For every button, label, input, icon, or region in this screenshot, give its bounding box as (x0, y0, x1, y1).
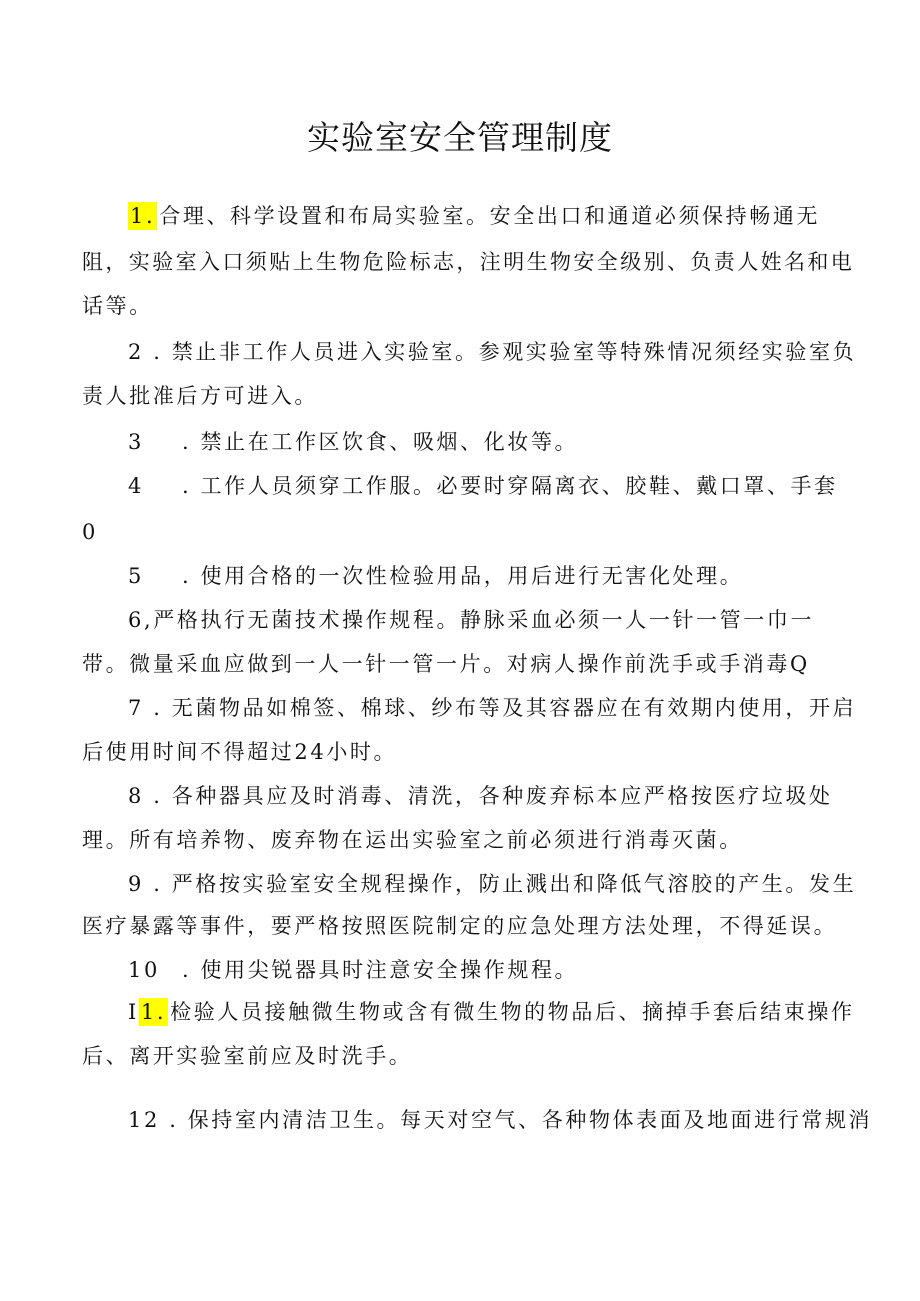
item-7-line-2 (82, 737, 397, 767)
item-8-line-2 (82, 825, 743, 855)
item-11-number: 1. (140, 1000, 167, 1024)
item-3-number: 3 (128, 430, 144, 454)
item-4-number: 4 (128, 474, 144, 498)
item-7-line-1 (128, 693, 856, 723)
item-1-text-2: 阻，实验室入口须贴上生物危险标志，注明生物安全级别、负责人姓名和电 (82, 250, 855, 274)
item-5-line-1 (128, 561, 743, 591)
item-8-number: 8 (128, 784, 144, 808)
item-1-text-1: 合理、科学设置和布局实验室。安全出口和通道必须保持畅通无 (159, 204, 821, 228)
item-11-text-1: 检验人员接触微生物或含有微生物的物品后、摘掉手套后结束操作 (170, 1000, 855, 1024)
item-1-line-2 (82, 247, 854, 277)
item-4-line-2 (82, 517, 98, 547)
item-2-line-1 (128, 337, 856, 367)
item-12-number: 12 (128, 1108, 160, 1132)
item-6-line-1 (128, 605, 814, 635)
item-12-text-1: . 保持室内清洁卫生。每天对空气、各种物体表面及地面进行常规消 (159, 1108, 873, 1132)
item-10-text-1: . 使用尖锐器具时注意安全操作规程。 (182, 958, 579, 982)
item-9-line-2 (82, 911, 837, 941)
item-8-line-1 (128, 781, 833, 811)
item-2-text-1: . 禁止非工作人员进入实验室。参观实验室等特殊情况须经实验室负 (143, 340, 857, 364)
item-8-text-1: . 各种器具应及时消毒、清洗，各种废弃标本应严格按医疗垃圾处 (143, 784, 833, 808)
item-6-text-1: 严格执行无菌技术操作规程。静脉采血必须一人一针一管一巾一 (153, 608, 815, 632)
item-6-text-2: 带。微量采血应做到一人一针一管一片。对病人操作前洗手或手消毒Q (82, 652, 810, 676)
item-12-line-1 (128, 1105, 872, 1135)
item-10-line-1 (128, 955, 578, 985)
item-11-line-1 (128, 997, 855, 1027)
item-1-number: 1. (130, 204, 156, 228)
item-9-text-2: 医疗暴露等事件，要严格按照医院制定的应急处理方法处理，不得延误。 (82, 914, 838, 938)
item-9-number: 9 (128, 872, 144, 896)
item-11-text-2: 后、离开实验室前应及时洗手。 (82, 1044, 413, 1068)
item-7-number: 7 (128, 696, 144, 720)
page-title: 实验室安全管理制度 (307, 118, 613, 157)
item-11-line-2 (82, 1041, 412, 1071)
item-2-text-2: 责人批准后方可进入。 (82, 384, 318, 408)
item-3-text-1: . 禁止在工作区饮食、吸烟、化妆等。 (182, 430, 579, 454)
item-6-number: 6, (128, 608, 154, 632)
item-11-number-prefix: I (128, 1000, 139, 1024)
item-4-line-1 (128, 471, 838, 501)
item-7-text-1: . 无菌物品如棉签、棉球、纱布等及其容器应在有效期内使用，开启 (143, 696, 857, 720)
item-2-line-2 (82, 381, 318, 411)
item-5-number: 5 (128, 564, 144, 588)
item-9-line-1 (128, 869, 856, 899)
item-6-line-2 (82, 649, 810, 679)
item-1-text-3: 话等。 (82, 294, 153, 318)
item-4-text-1: . 工作人员须穿工作服。必要时穿隔离衣、胶鞋、戴口罩、手套 (182, 474, 838, 498)
item-5-text-1: . 使用合格的一次性检验用品，用后进行无害化处理。 (182, 564, 744, 588)
item-2-number: 2 (128, 340, 144, 364)
item-1-line-1 (128, 201, 820, 231)
item-3-line-1 (128, 427, 578, 457)
item-4-text-2: 0 (82, 520, 98, 544)
item-8-text-2: 理。所有培养物、废弃物在运出实验室之前必须进行消毒灭菌。 (82, 828, 743, 852)
item-7-text-2: 后使用时间不得超过24小时。 (82, 740, 398, 764)
item-1-line-3 (82, 291, 153, 321)
item-9-text-1: . 严格按实验室安全规程操作，防止溅出和降低气溶胶的产生。发生 (143, 872, 857, 896)
item-10-number: 10 (128, 958, 160, 982)
